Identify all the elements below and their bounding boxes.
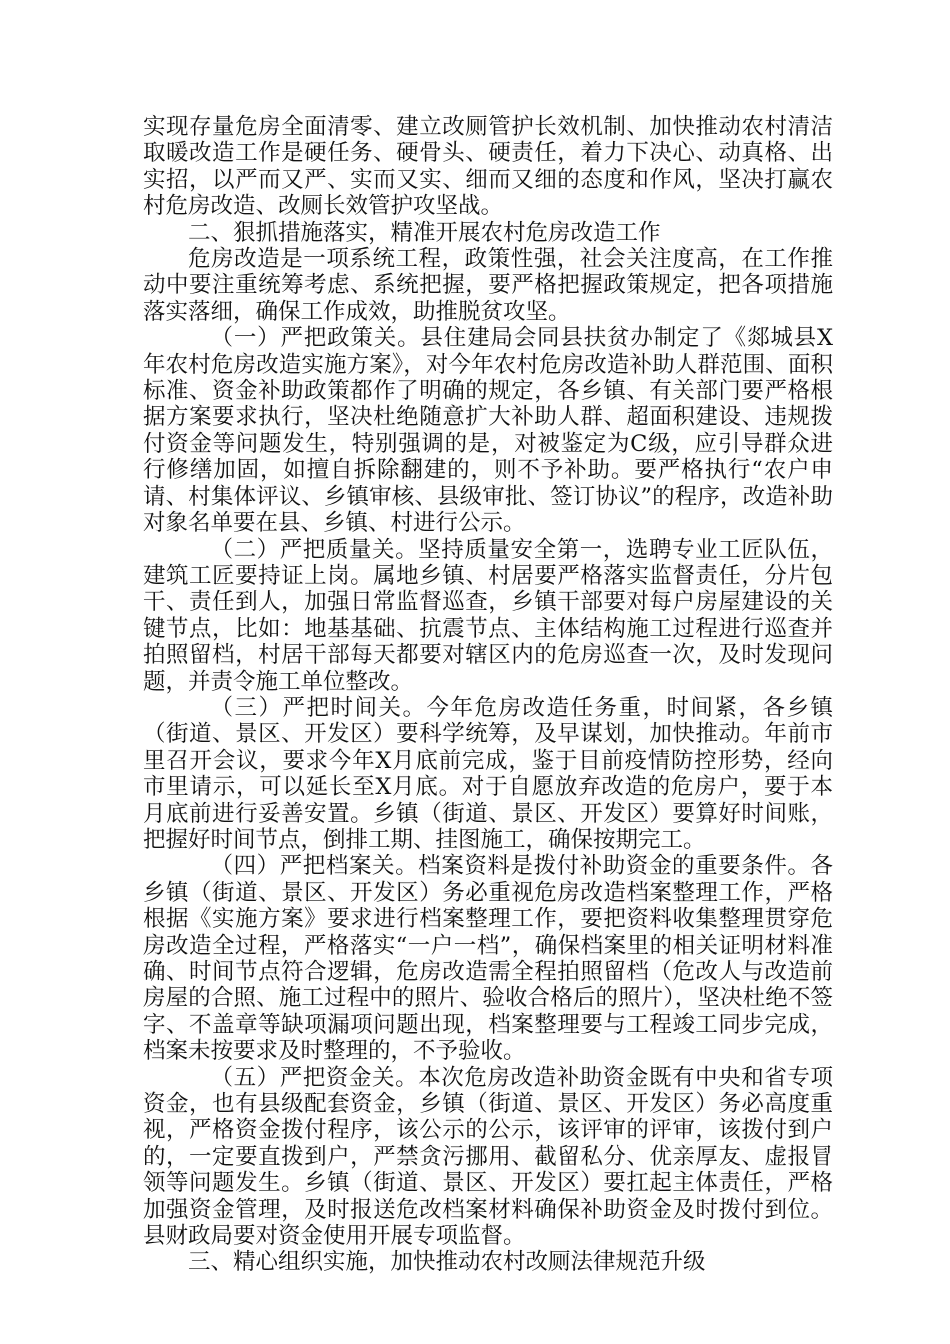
body-paragraph-intro: 危房改造是一项系统工程，政策性强，社会关注度高，在工作推动中要注重统筹考虑、系统把握，要严格把握政策规定，把各项措施落实落细，确保工作成效，助推脱贫攻坚。 [143,246,833,325]
body-paragraph-continuation: 实现存量危房全面清零、建立改厕管护长效机制、加快推动农村清洁取暖改造工作是硬任务、硬骨头、硬责任，着力下决心、动真格、出实招，以严而又严、实而又实、细而又细的态度和作风，坚决打赢农村危房改造、改厕长效管护攻坚战。 [143,114,833,220]
subsection-quality: （二）严把质量关。坚持质量安全第一，选聘专业工匠队伍，建筑工匠要持证上岗。属地乡镇、村居要严格落实监督责任，分片包干、责任到人，加强日常监督巡查，乡镇干部要对每户房屋建设的关键节点，比如：地基基础、抗震节点、主体结构施工过程进行巡查并拍照留档，村居干部每天都要对辖区内的危房巡查一次，及时发现问题，并责令施工单位整改。 [143,536,833,695]
subsection-funds: （五）严把资金关。本次危房改造补助资金既有中央和省专项资金，也有县级配套资金，乡镇（街道、景区、开发区）务必高度重视，严格资金拨付程序，该公示的公示，该评审的评审，该拨付到户的，一定要直拨到户，严禁贪污挪用、截留私分、优亲厚友、虚报冒领等问题发生。乡镇（街道、景区、开发区）要扛起主体责任，严格加强资金管理，及时报送危改档案材料确保补助资金及时拨付到位。县财政局要对资金使用开展专项监督。 [143,1064,833,1250]
document-page [143,114,833,1276]
subsection-time: （三）严把时间关。今年危房改造任务重，时间紧，各乡镇（街道、景区、开发区）要科学统筹，及早谋划，加快推动。年前市里召开会议，要求今年X月底前完成，鉴于目前疫情防控形势，经向市里请示，可以延长至X月底。对于自愿放弃改造的危房户，要于本月底前进行妥善安置。乡镇（街道、景区、开发区）要算好时间账，把握好时间节点，倒排工期、挂图施工，确保按期完工。 [143,694,833,853]
subsection-archive: （四）严把档案关。档案资料是拨付补助资金的重要条件。各乡镇（街道、景区、开发区）务必重视危房改造档案整理工作，严格根据《实施方案》要求进行档案整理工作，要把资料收集整理贯穿危房改造全过程，严格落实“一户一档”，确保档案里的相关证明材料准确、时间节点符合逻辑，危房改造需全程拍照留档（危改人与改造前房屋的合照、施工过程中的照片、验收合格后的照片），坚决杜绝不签字、不盖章等缺项漏项问题出现，档案整理要与工程竣工同步完成，档案未按要求及时整理的，不予验收。 [143,853,833,1065]
subsection-policy: （一）严把政策关。县住建局会同县扶贫办制定了《郯城县X年农村危房改造实施方案》，对今年农村危房改造补助人群范围、面积标准、资金补助政策都作了明确的规定，各乡镇、有关部门要严格根据方案要求执行，坚决杜绝随意扩大补助人群、超面积建设、违规拨付资金等问题发生，特别强调的是，对被鉴定为C级，应引导群众进行修缮加固，如擅自拆除翻建的，则不予补助。要严格执行“农户申请、村集体评议、乡镇审核、县级审批、签订协议”的程序，改造补助对象名单要在县、乡镇、村进行公示。 [143,325,833,537]
section-heading-3: 三、精心组织实施，加快推动农村改厕法律规范升级 [188,1249,706,1276]
section-heading-2: 二、狠抓措施落实，精准开展农村危房改造工作 [188,219,661,246]
